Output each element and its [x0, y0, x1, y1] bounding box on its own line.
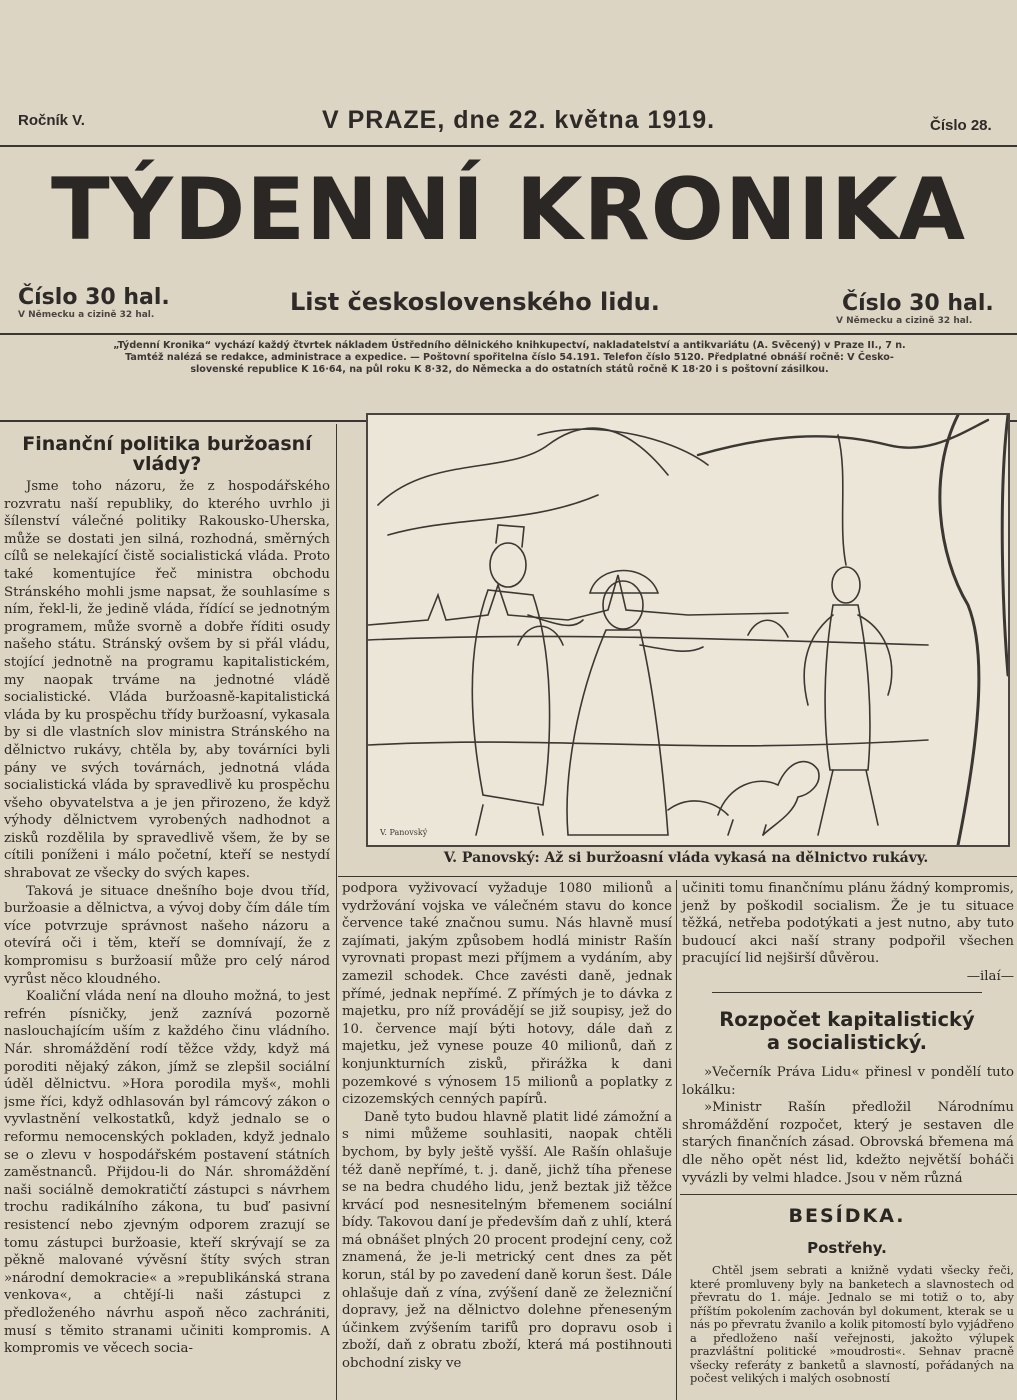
besidka-body — [690, 1264, 1014, 1400]
article-paragraph: učiniti tomu finančnímu plánu žádný kompromis, jenž by poškodil socialism. Že je tu situace těžká, netřeba podotýkati a jest nutno, aby tuto budoucí akci naší strany podpořil všechen pracující lid nejširší důvěrou. — [682, 881, 1014, 967]
article-ending — [682, 880, 1014, 986]
title-line: Rozpočet kapitalistický — [719, 1008, 975, 1031]
issue-number: Číslo 28. — [930, 117, 992, 134]
cloud-line — [378, 428, 668, 505]
article-paragraph: Daně tyto budou hlavně platit lidé zámožní a s nimi můžeme souhlasiti, naopak chtěli bychom, by byly ještě vyšší. Ale Rašín ohlašuje též daně nepřímé, t. j. daně, jichž tíha přenese se na bedra chudého lidu, jenž beztak již těžce krvácí pod nesnesitelným břemenem sociální bídy. Takovou daní je především daň z uhlí, která má obnášet plných 20 procent prodejní ceny, což znamená, že je-li metrický cent dnes za pět korun, stál by po zavedení daně korun šest. Dále ohlašuje daň z vína, zvýšení daně ze železniční dopravy, jež na dělnictvo dolehne přeneseným účinkem zvýšením tarifů pro dopravu osob i zboží, daň z obratu zboží, která má postihnouti obchodní zisky ve — [342, 1109, 672, 1372]
artist-signature: V. Panovský — [380, 828, 428, 837]
man-head — [490, 543, 526, 587]
cloud-line — [388, 495, 598, 535]
hanged-head — [832, 567, 860, 603]
article-paragraph: podpora vyživovací vyžaduje 1080 milionů a vydržování vojska ve válečném stavu do konce července také značnou sumu. Nás hlavně musí zajímati, jakým způsobem hodlá ministr Rašín vyrovnati propast mezi příjmem a vydáním, aby zamezil schodek. Chce zavésti daně, jednak přímé, jednak nepřímé. Z přímých je to dávka z majetku, pro níž provádějí se již soupisy, jež do 10. července mají býti hotovy, dále daň z majetku, jež vynese pouze 40 milionů, daň z konjunkturních zisků, přirážka k dani pozemkové s výnosem 15 milionů a poplatky z cizozemských cenných papírů. — [342, 881, 672, 1108]
title-line: a socialistický. — [766, 1031, 928, 1054]
dog-body — [718, 762, 819, 835]
horizon-line — [368, 636, 928, 645]
tree-trunk-edge — [1002, 415, 1008, 675]
woman-dress — [567, 630, 668, 835]
notice-line: Tamtéž nalézá se redakce, administrace a expedice. — Poštovní spořitelna číslo 54.191. Telefon číslo 5120. Předplatné obnáší ročně: V Česko- — [125, 352, 894, 363]
article-paragraph: Jsme toho názoru, že z hospodářského rozvratu naší republiky, do kterého uvrhlo ji šílenství válečné politiky Rakousko-Uherska, může se dostati jen silná, rozhodná, směrných cílů se nelekající čistě socialistická vláda. Proto také komentujíce řeč ministra obchodu Stránského mohli jsme napsat, že souhlasíme s ním, řekl-li, že jedině vláda, řídící se jednotným programem, může svorně a dobře říditi osudy našeho státu. Stránský ovšem by si přál vládu, stojící jednotně na programu kapitalistickém, my naopak trváme na jednotné vládě socialistické. Vláda buržoasně-kapitalistická vláda by ku prospěchu třídy buržoasní, vykasala by si dle vlastních slov ministra Stránského na dělnictvo rukávy, chtěla by, aby továrníci byli pány ve svých továrnách, jednotná vláda socialistická vláda by spravedlivě ku prospěchu všeho obyvatelstva a je jen přirozeno, že když výhody dělnictvem vyrobených nadhodnot a zisků rozdělila by spravedlivě všem, že by se cítili poníženi i málo početní, kteří se nestydí shrabovat ze všecky do svých kapes. — [4, 479, 330, 882]
caption-rule — [338, 876, 1017, 877]
section-subtitle: Postřehy. — [807, 1239, 887, 1257]
price-right: Číslo 30 hal. — [842, 291, 994, 316]
dateline: V PRAZE, dne 22. května 1919. — [322, 106, 716, 134]
publication-notice — [12, 340, 1007, 412]
cartoon-caption: V. Panovský: Až si buržoasní vláda vykasá na dělnictvo rukávy. — [443, 850, 929, 866]
hanged-arms — [804, 615, 892, 705]
cartoon-drawing — [368, 415, 1008, 845]
man-legs — [476, 805, 543, 835]
notice-line: slovenské republice K 16·64, na půl roku K 8·32, do Německa a do ostatních států ročně K 18·20 i s poštovní zásilkou. — [190, 364, 829, 375]
city-skyline — [368, 575, 788, 625]
article-paragraph: Taková je situace dnešního boje dvou tříd, buržoasie a dělnictva, a vývoj doby čím dále tím více potvrzuje správnost našeho názoru a otevírá oči i těm, kteří se domnívají, že z kompromisu s buržoasií může pro celý národ vyrůst něco kloudného. — [4, 883, 330, 987]
article-signature: —ilaí— — [966, 968, 1014, 984]
article-body — [4, 478, 330, 1400]
hanged-legs — [818, 770, 878, 835]
notice-line: „Týdenní Kronika“ vychází každý čtvrtek nákladem Ústředního dělnického knihkupectví, nakladatelství a antikvariátu (A. Svěcený) v Praze II., 7 n. — [113, 340, 906, 351]
article-title: Finanční politika buržoasní vlády? — [22, 433, 312, 475]
section-rule — [680, 1194, 1017, 1195]
article-paragraph: »Ministr Rašín předložil Národnímu shromáždění rozpočet, který je sestaven dle starých finančních zásad. Obrovská břemena má dle něho opět nést lid, kdežto největší boháči vyvázli by velmi hladce. Jsou v něm různá — [682, 1100, 1014, 1186]
dog-legs — [728, 820, 766, 835]
bush — [518, 626, 563, 645]
bush — [748, 620, 788, 637]
tree-trunk — [940, 415, 979, 845]
hanged-body — [825, 605, 870, 770]
price-left: Číslo 30 hal. — [18, 285, 170, 310]
top-rule — [0, 145, 1017, 147]
column-separator — [336, 424, 337, 1400]
price-left-foreign: V Německu a cizině 32 hal. — [18, 310, 155, 320]
article-continuation — [342, 880, 672, 1400]
man-coat — [472, 590, 549, 805]
article-paragraph: Koaliční vláda není na dlouho možná, to jest refrén písničky, jenž zaznívá pozorně naslouchajícím uším z každého činu vládního. Nár. shromáždění rodí těžce vždy, když má poroditi nějaký zákon, jímž se zlepšil sociální úděl dělnictvu. »Hora porodila myš«, mohli jsme říci, když odhlasován byl rámcový zákon o vyvlastnění velkostatků, když jednalo se o reformu nemocenských pokladen, když jednalo se o zlevu v hospodářském postavení státních zaměstnanců. Přijdou-li do Nár. shromáždění naši sociálně demokratičtí zástupci s návrhem trochu radikálního zákona, tu buď pasivní resistencí nebo zjevným odporem zrazují se tomu zástupci buržoasie, kteří skrývají se za pěkně malované vývěsní štíty svých stran »národní demokracie« a »republikánská strana venkova«, a chtějí-li naši zástupci z předloženého návrhu aspoň něco zachrániti, musí s těmito stranami učiniti kompromis. A kompromis ve věcech socia- — [4, 989, 330, 1357]
article-divider — [712, 992, 982, 993]
article-paragraph: »Večerník Práva Lidu« přinesl v pondělí tuto lokálku: — [682, 1065, 1014, 1098]
article-body — [682, 1064, 1014, 1190]
article-paragraph: Chtěl jsem sebrati a knižně vydati všecky řeči, které promluveny byly na banketech a slavnostech od převratu do 1. máje. Jednalo se mi totiž o to, aby příštím pokolením zachován byl dokument, kterak se u nás po převratu žvanilo a kolik pitomostí bylo vyjádřeno a předloženo naší veřejnosti, jakožto výlupek prazvláštní politické »moudrosti«. Sehnav pracně všecky referáty z banketů a slavností, pořádaných na počest velikých i malých osobností — [690, 1264, 1014, 1385]
masthead-subtitle: List československého lidu. — [290, 288, 660, 316]
article-title — [682, 1008, 1012, 1054]
column-separator — [676, 880, 677, 1400]
ground-line — [368, 740, 928, 746]
price-right-foreign: V Německu a cizině 32 hal. — [836, 316, 973, 326]
section-title: BESÍDKA. — [788, 1205, 906, 1227]
cartoon-illustration — [366, 413, 1010, 847]
notice-top-rule — [0, 333, 1017, 335]
volume-label: Ročník V. — [18, 112, 85, 129]
rope-line — [838, 435, 846, 565]
woman-arm — [640, 645, 703, 651]
masthead-title: TÝDENNÍ KRONIKA — [50, 160, 967, 260]
